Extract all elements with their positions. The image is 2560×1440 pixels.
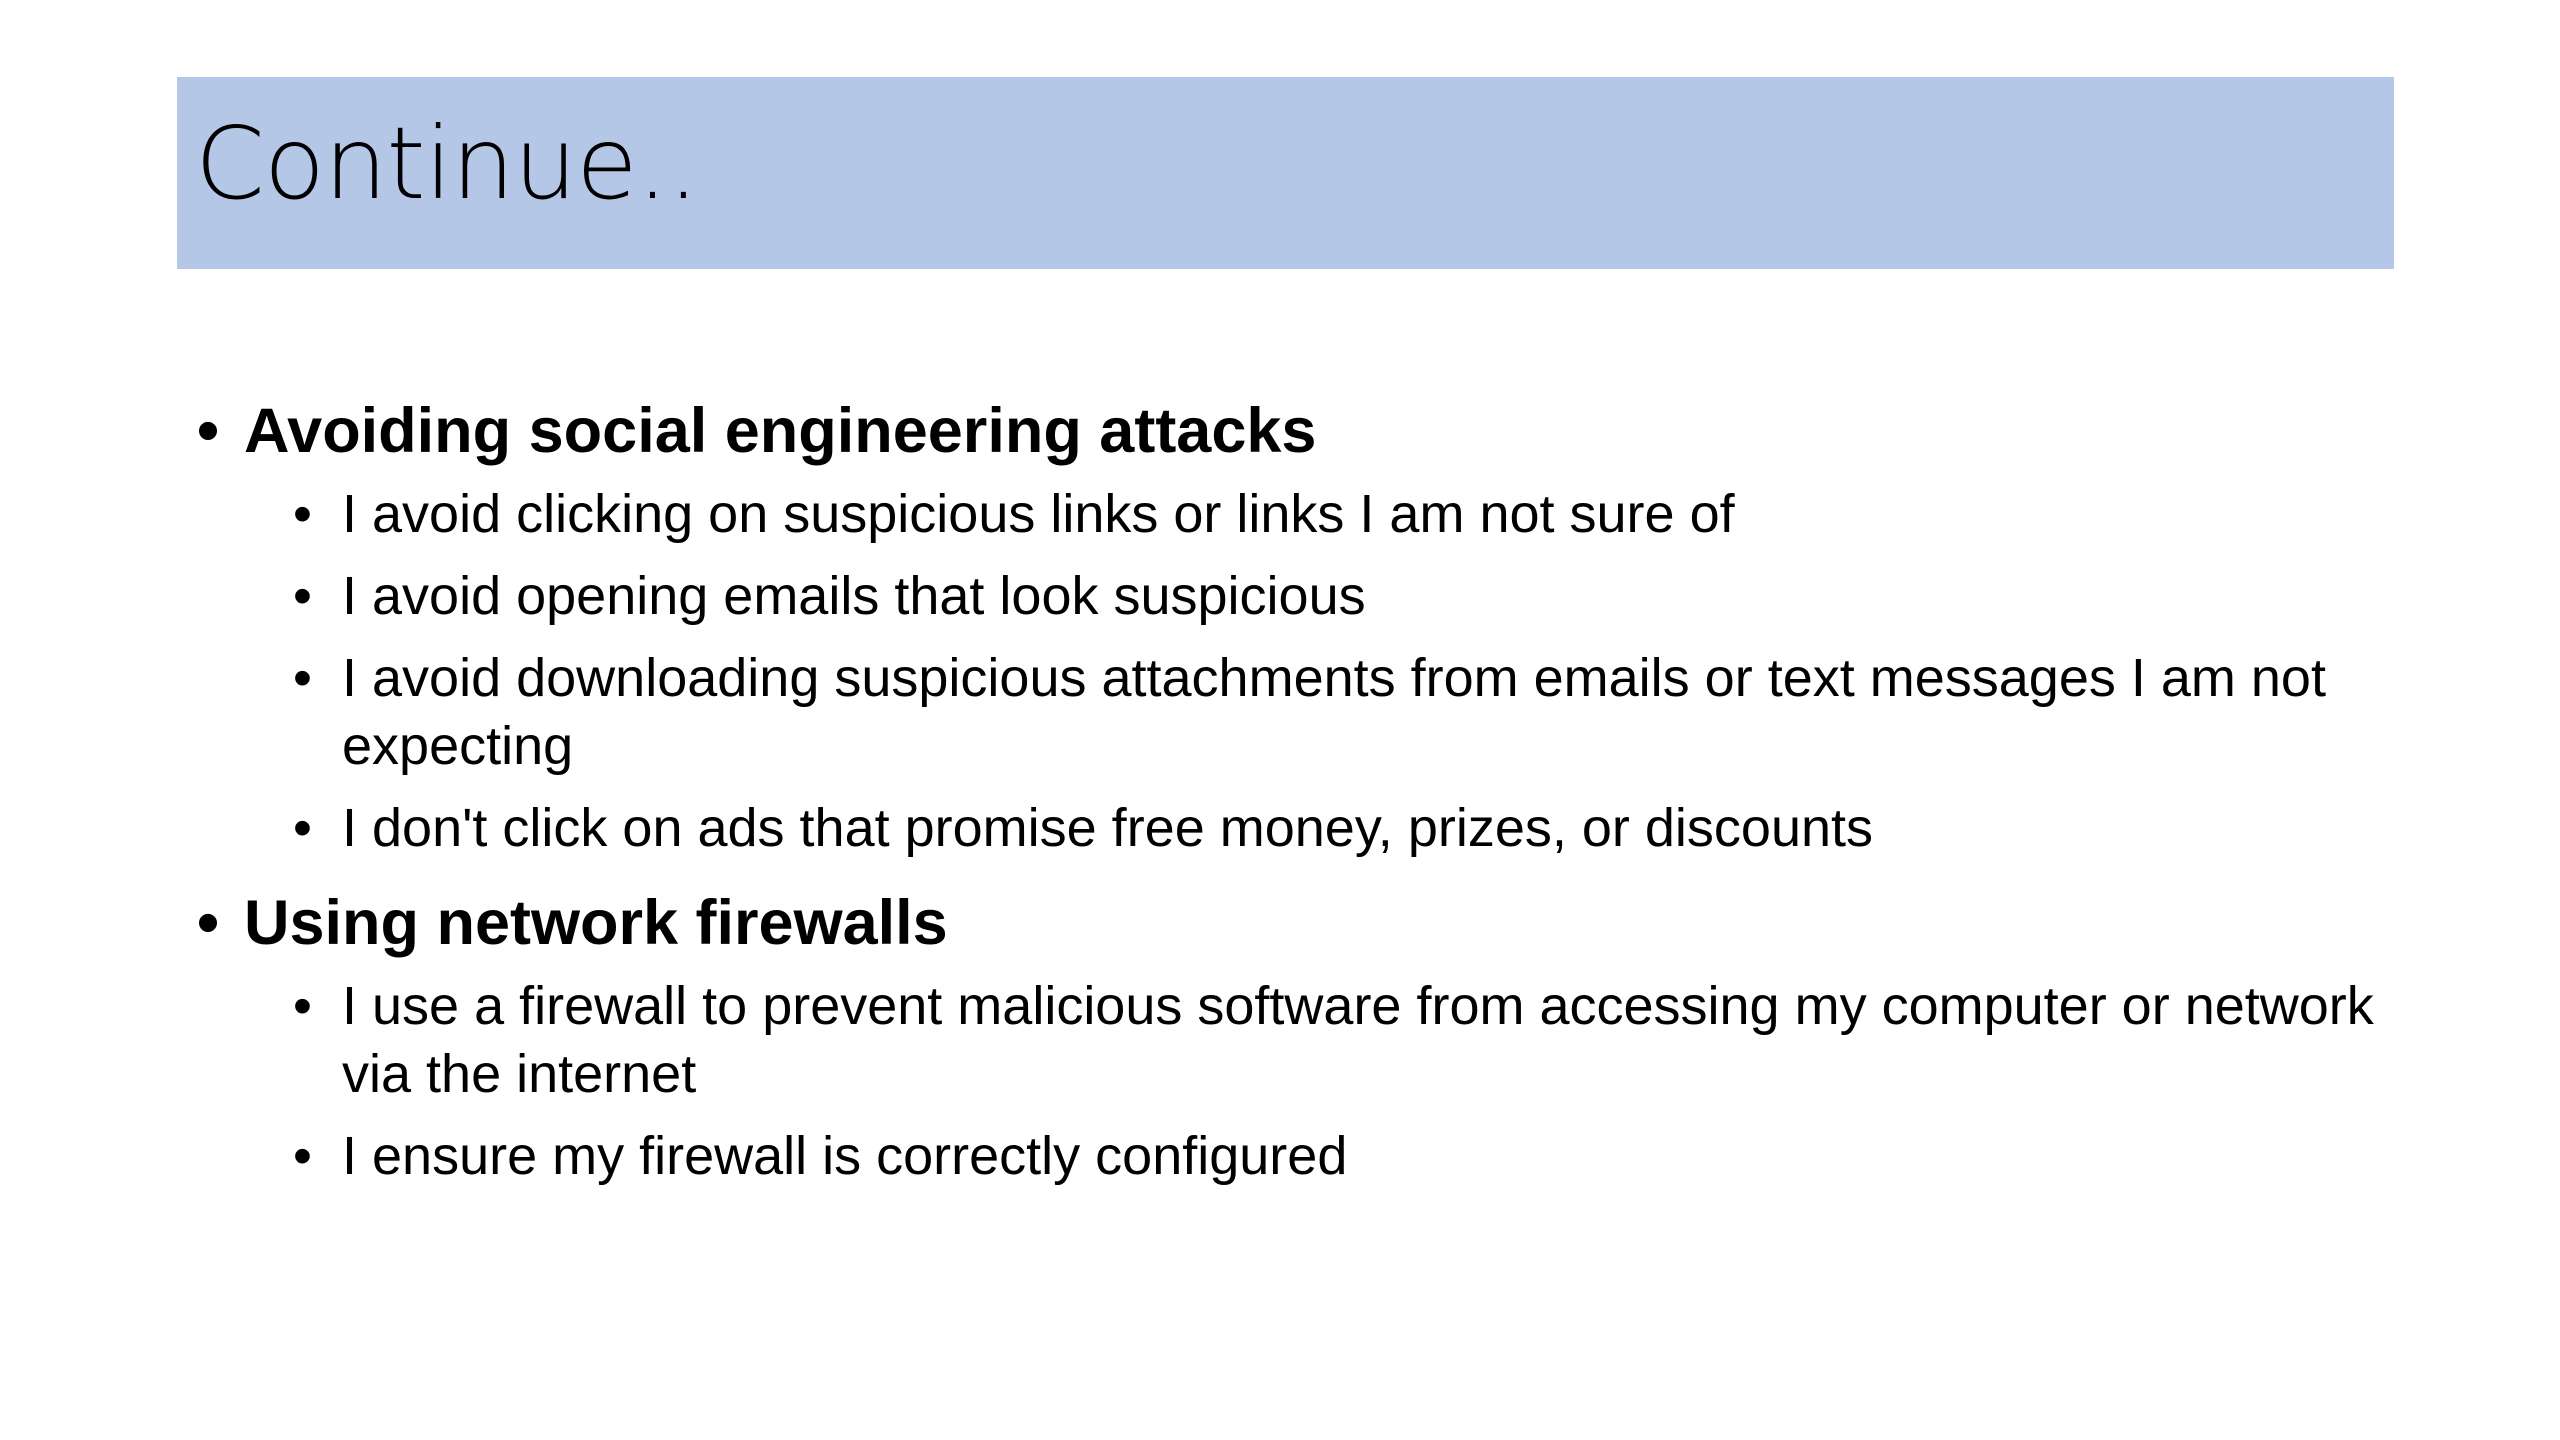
list-item-text: I use a firewall to prevent malicious software from accessing my computer or network via the internet xyxy=(342,976,2374,1104)
section-heading-text: Using network firewalls xyxy=(244,888,948,958)
section-heading xyxy=(197,388,2407,474)
list-item-text: I avoid opening emails that look suspicious xyxy=(342,566,1366,626)
slide-title: Continue.. xyxy=(195,105,699,222)
list-item-text: I avoid clicking on suspicious links or links I am not sure of xyxy=(342,484,1735,544)
list-item xyxy=(197,794,2407,862)
bullet-icon: • xyxy=(293,484,312,544)
bullet-icon: • xyxy=(197,888,220,958)
bullet-icon: • xyxy=(293,1126,312,1186)
section-social-engineering xyxy=(197,388,2407,862)
list-item xyxy=(197,1122,2407,1190)
list-item xyxy=(197,644,2407,780)
slide-content xyxy=(197,388,2407,1208)
bullet-icon: • xyxy=(293,976,312,1036)
section-heading xyxy=(197,880,2407,966)
list-item-text: I ensure my firewall is correctly configured xyxy=(342,1126,1348,1186)
bullet-icon: • xyxy=(197,396,220,466)
bullet-icon: • xyxy=(293,648,312,708)
bullet-list xyxy=(197,480,2407,862)
list-item xyxy=(197,972,2407,1108)
section-network-firewalls xyxy=(197,880,2407,1190)
bullet-icon: • xyxy=(293,798,312,858)
list-item xyxy=(197,480,2407,548)
section-heading-text: Avoiding social engineering attacks xyxy=(244,396,1317,466)
list-item-text: I don't click on ads that promise free money, prizes, or discounts xyxy=(342,798,1874,858)
bullet-list xyxy=(197,972,2407,1190)
list-item xyxy=(197,562,2407,630)
title-bar xyxy=(177,77,2394,269)
bullet-icon: • xyxy=(293,566,312,626)
list-item-text: I avoid downloading suspicious attachments from emails or text messages I am not expecting xyxy=(342,648,2326,776)
